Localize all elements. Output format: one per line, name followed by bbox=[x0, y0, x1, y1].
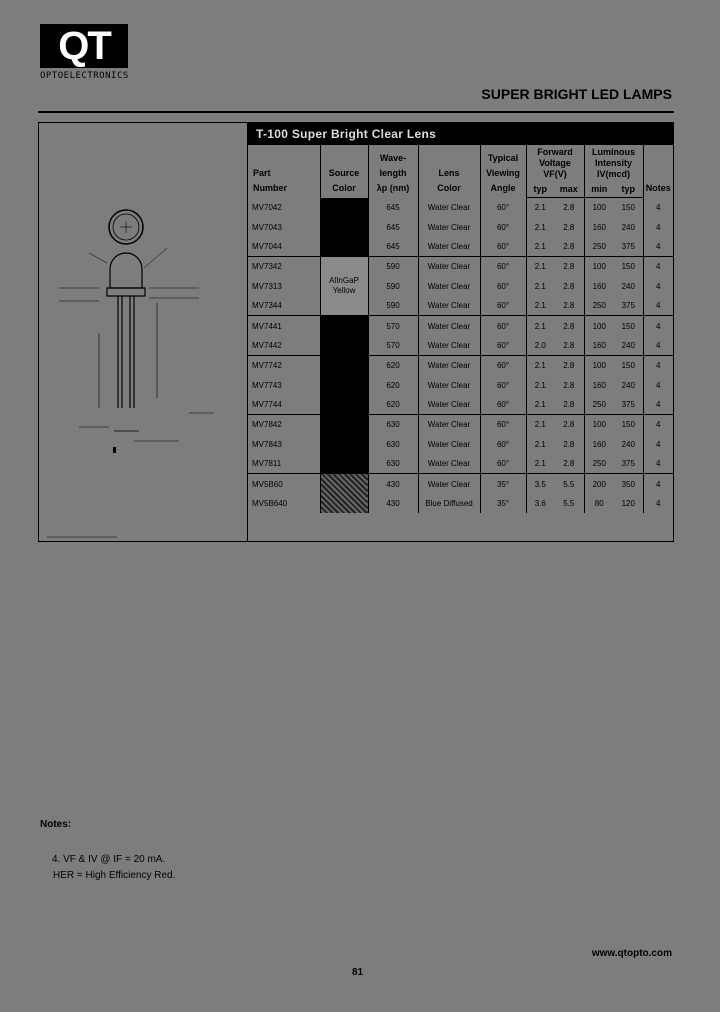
header-luminous-intensity: Luminous Intensity IV(mcd) bbox=[584, 145, 643, 182]
cell-lens: Water Clear bbox=[418, 277, 480, 296]
header-vf-max: max bbox=[554, 182, 584, 198]
table-row bbox=[248, 356, 673, 376]
cell-part: MV7441 bbox=[248, 316, 320, 336]
cell-angle: 60° bbox=[480, 296, 526, 316]
cell-part: MV7044 bbox=[252, 241, 282, 251]
cell-vtyp: 2.1 bbox=[526, 217, 554, 236]
cell-vmax: 2.8 bbox=[554, 257, 584, 277]
source-color-cell bbox=[320, 474, 368, 513]
cell-wave: 430 bbox=[368, 474, 418, 494]
cell-angle: 35° bbox=[480, 494, 526, 513]
cell-vmax: 2.8 bbox=[563, 301, 575, 311]
cell-lens: Water Clear bbox=[418, 454, 480, 474]
header-notes: Notes bbox=[643, 145, 673, 198]
cell-ityp: 240 bbox=[621, 380, 635, 390]
cell-angle: 60° bbox=[480, 415, 526, 435]
cell-ityp: 240 bbox=[621, 281, 635, 291]
cell-part: MV7742 bbox=[248, 356, 320, 376]
cell-part: MV7743 bbox=[252, 380, 282, 390]
cell-vmax: 2.8 bbox=[563, 241, 575, 251]
note-line-1: 4. VF & IV @ IF = 20 mA. bbox=[52, 854, 166, 865]
cell-imin: 100 bbox=[584, 198, 614, 218]
cell-ityp: 240 bbox=[621, 340, 635, 350]
header-rule bbox=[38, 111, 674, 113]
cell-vtyp: 2.1 bbox=[526, 435, 554, 454]
table-row bbox=[248, 415, 673, 435]
cell-vmax: 2.8 bbox=[563, 281, 575, 291]
cell-lens: Water Clear bbox=[418, 316, 480, 336]
cell-vtyp: 2.1 bbox=[526, 277, 554, 296]
page-title: SUPER BRIGHT LED LAMPS bbox=[481, 86, 672, 102]
spec-table bbox=[248, 145, 673, 513]
cell-part: MV7442 bbox=[252, 340, 282, 350]
cell-wave: 620 bbox=[368, 356, 418, 376]
spec-table-section bbox=[248, 123, 673, 513]
logo-subtitle: OPTOELECTRONICS bbox=[40, 71, 129, 81]
cell-imin: 250 bbox=[584, 296, 614, 316]
cell-vtyp: 2.1 bbox=[526, 296, 554, 316]
company-logo bbox=[40, 24, 132, 81]
cell-note: 4 bbox=[643, 415, 673, 435]
cell-ityp: 375 bbox=[621, 400, 635, 410]
cell-part: MV7344 bbox=[252, 301, 282, 311]
source-color-cell bbox=[320, 316, 368, 356]
notes-title: Notes: bbox=[40, 819, 72, 830]
table-row bbox=[248, 316, 673, 336]
cell-note: 4 bbox=[643, 277, 673, 296]
cell-wave: 630 bbox=[368, 435, 418, 454]
source-color-cell bbox=[320, 198, 368, 257]
cell-ityp: 150 bbox=[621, 203, 635, 213]
cell-ityp: 120 bbox=[621, 499, 635, 509]
cell-part: MV5B60 bbox=[248, 474, 320, 494]
cell-vtyp: 2.1 bbox=[526, 356, 554, 376]
cell-angle: 60° bbox=[480, 376, 526, 395]
cell-wave: 570 bbox=[368, 336, 418, 356]
table-row bbox=[248, 376, 673, 395]
cell-wave: 620 bbox=[368, 395, 418, 415]
cell-lens: Water Clear bbox=[418, 395, 480, 415]
note-line-2: HER = High Efficiency Red. bbox=[53, 870, 176, 881]
cell-wave: 645 bbox=[368, 198, 418, 218]
cell-angle: 60° bbox=[480, 454, 526, 474]
cell-ityp: 375 bbox=[621, 459, 635, 469]
cell-vmax: 5.5 bbox=[554, 474, 584, 494]
cell-ityp: 150 bbox=[614, 316, 643, 336]
cell-vtyp: 2.1 bbox=[526, 257, 554, 277]
header-source: Source Color bbox=[320, 145, 368, 198]
cell-imin: 160 bbox=[584, 277, 614, 296]
source-color-cell bbox=[320, 356, 368, 415]
cell-imin: 160 bbox=[584, 376, 614, 395]
page-number: 81 bbox=[352, 967, 364, 978]
cell-vmax: 2.8 bbox=[563, 439, 575, 449]
table-row bbox=[248, 454, 673, 474]
cell-part: MV7842 bbox=[248, 415, 320, 435]
cell-note: 4 bbox=[643, 316, 673, 336]
cell-angle: 35° bbox=[480, 474, 526, 494]
cell-lens: Water Clear bbox=[418, 415, 480, 435]
cell-note: 4 bbox=[643, 454, 673, 474]
cell-vmax: 2.8 bbox=[563, 380, 575, 390]
cell-lens: Water Clear bbox=[418, 257, 480, 277]
cell-part: MV5B640 bbox=[252, 499, 288, 509]
header-wavelength: Wave- length λp (nm) bbox=[368, 145, 418, 198]
cell-part: MV7043 bbox=[252, 222, 282, 232]
header-iv-min: min bbox=[584, 182, 614, 198]
cell-ityp: 375 bbox=[621, 301, 635, 311]
logo-mark: QT bbox=[40, 24, 128, 68]
cell-ityp: 150 bbox=[614, 356, 643, 376]
cell-imin: 100 bbox=[584, 415, 614, 435]
cell-vmax: 2.8 bbox=[563, 340, 575, 350]
cell-angle: 60° bbox=[480, 198, 526, 218]
cell-imin: 200 bbox=[584, 474, 614, 494]
cell-angle: 60° bbox=[480, 277, 526, 296]
cell-imin: 250 bbox=[584, 395, 614, 415]
cell-lens: Water Clear bbox=[418, 237, 480, 257]
header-lens: Lens Color bbox=[418, 145, 480, 198]
cell-imin: 100 bbox=[584, 316, 614, 336]
cell-wave: 645 bbox=[368, 217, 418, 236]
cell-vtyp: 2.0 bbox=[526, 336, 554, 356]
cell-angle: 60° bbox=[480, 257, 526, 277]
cell-imin: 160 bbox=[584, 336, 614, 356]
cell-angle: 60° bbox=[480, 237, 526, 257]
cell-part: MV7313 bbox=[252, 281, 282, 291]
cell-imin: 160 bbox=[584, 435, 614, 454]
cell-vtyp: 2.1 bbox=[526, 316, 554, 336]
cell-part: MV7811 bbox=[252, 459, 282, 469]
led-dimension-drawing bbox=[39, 123, 247, 543]
notes-block bbox=[52, 852, 175, 884]
table-row bbox=[248, 494, 673, 513]
cell-note: 4 bbox=[643, 356, 673, 376]
header-part: Part Number bbox=[253, 167, 288, 193]
cell-note: 4 bbox=[643, 217, 673, 236]
cell-ityp: 240 bbox=[621, 439, 635, 449]
cell-vtyp: 2.1 bbox=[526, 376, 554, 395]
cell-angle: 60° bbox=[480, 435, 526, 454]
table-row bbox=[248, 257, 673, 277]
cell-part: MV7042 bbox=[252, 202, 282, 212]
spec-table-body bbox=[248, 198, 673, 514]
cell-ityp: 150 bbox=[614, 257, 643, 277]
cell-lens: Water Clear bbox=[418, 474, 480, 494]
cell-imin: 100 bbox=[584, 356, 614, 376]
header-iv-typ: typ bbox=[614, 182, 643, 198]
content-frame bbox=[38, 122, 674, 542]
cell-part: MV7342 bbox=[248, 257, 320, 277]
cell-note: 4 bbox=[643, 494, 673, 513]
cell-ityp: 150 bbox=[614, 415, 643, 435]
cell-vtyp: 2.1 bbox=[526, 198, 554, 218]
cell-imin: 250 bbox=[584, 454, 614, 474]
header-vf-typ: typ bbox=[526, 182, 554, 198]
cell-lens: Blue Diffused bbox=[418, 494, 480, 513]
cell-imin: 80 bbox=[584, 494, 614, 513]
cell-vmax: 2.8 bbox=[563, 222, 575, 232]
cell-lens: Water Clear bbox=[418, 376, 480, 395]
table-row bbox=[248, 198, 673, 218]
cell-angle: 60° bbox=[480, 217, 526, 236]
cell-ityp: 350 bbox=[614, 474, 643, 494]
cell-wave: 430 bbox=[368, 494, 418, 513]
cell-note: 4 bbox=[643, 395, 673, 415]
cell-angle: 60° bbox=[480, 356, 526, 376]
cell-vmax: 2.8 bbox=[554, 415, 584, 435]
cell-imin: 100 bbox=[584, 257, 614, 277]
cell-lens: Water Clear bbox=[418, 217, 480, 236]
cell-angle: 60° bbox=[480, 395, 526, 415]
cell-vmax: 2.8 bbox=[563, 203, 575, 213]
cell-imin: 160 bbox=[584, 217, 614, 236]
source-color-cell: AlInGaP Yellow bbox=[320, 257, 368, 316]
cell-note: 4 bbox=[643, 198, 673, 218]
cell-lens: Water Clear bbox=[418, 336, 480, 356]
table-row bbox=[248, 217, 673, 236]
cell-vtyp: 2.1 bbox=[526, 415, 554, 435]
cell-lens: Water Clear bbox=[418, 198, 480, 218]
table-row bbox=[248, 395, 673, 415]
cell-vmax: 5.5 bbox=[563, 499, 575, 509]
table-row bbox=[248, 296, 673, 316]
table-row bbox=[248, 336, 673, 356]
cell-wave: 630 bbox=[368, 454, 418, 474]
cell-wave: 570 bbox=[368, 316, 418, 336]
cell-vtyp: 3.5 bbox=[526, 474, 554, 494]
cell-note: 4 bbox=[643, 474, 673, 494]
header-forward-voltage: Forward Voltage VF(V) bbox=[526, 145, 584, 182]
cell-vmax: 2.8 bbox=[554, 316, 584, 336]
cell-vtyp: 2.1 bbox=[526, 237, 554, 257]
cell-wave: 630 bbox=[368, 415, 418, 435]
cell-note: 4 bbox=[643, 296, 673, 316]
cell-vmax: 2.8 bbox=[563, 459, 575, 469]
cell-vtyp: 3.6 bbox=[526, 494, 554, 513]
website-link[interactable]: www.qtopto.com bbox=[591, 948, 672, 959]
header-angle: Typical Viewing Angle bbox=[480, 145, 526, 198]
cell-wave: 620 bbox=[368, 376, 418, 395]
cell-ityp: 375 bbox=[621, 241, 635, 251]
cell-vtyp: 2.1 bbox=[526, 395, 554, 415]
cell-wave: 590 bbox=[368, 257, 418, 277]
table-row bbox=[248, 237, 673, 257]
table-row bbox=[248, 474, 673, 494]
cell-part: MV7744 bbox=[252, 400, 282, 410]
cell-note: 4 bbox=[643, 336, 673, 356]
cell-vtyp: 2.1 bbox=[526, 454, 554, 474]
cell-vmax: 2.8 bbox=[554, 356, 584, 376]
cell-vmax: 2.8 bbox=[563, 400, 575, 410]
cell-note: 4 bbox=[643, 237, 673, 257]
cell-lens: Water Clear bbox=[418, 356, 480, 376]
cell-wave: 590 bbox=[368, 296, 418, 316]
cell-lens: Water Clear bbox=[418, 435, 480, 454]
cell-note: 4 bbox=[643, 435, 673, 454]
cell-lens: Water Clear bbox=[418, 296, 480, 316]
table-row bbox=[248, 435, 673, 454]
cell-ityp: 240 bbox=[621, 222, 635, 232]
table-row bbox=[248, 277, 673, 296]
cell-note: 4 bbox=[643, 257, 673, 277]
cell-wave: 590 bbox=[368, 277, 418, 296]
cell-angle: 60° bbox=[480, 336, 526, 356]
table-title: T-100 Super Bright Clear Lens bbox=[248, 123, 673, 145]
cell-note: 4 bbox=[643, 376, 673, 395]
source-color-cell bbox=[320, 415, 368, 474]
cell-part: MV7843 bbox=[252, 439, 282, 449]
cell-imin: 250 bbox=[584, 237, 614, 257]
cell-wave: 645 bbox=[368, 237, 418, 257]
cell-angle: 60° bbox=[480, 316, 526, 336]
